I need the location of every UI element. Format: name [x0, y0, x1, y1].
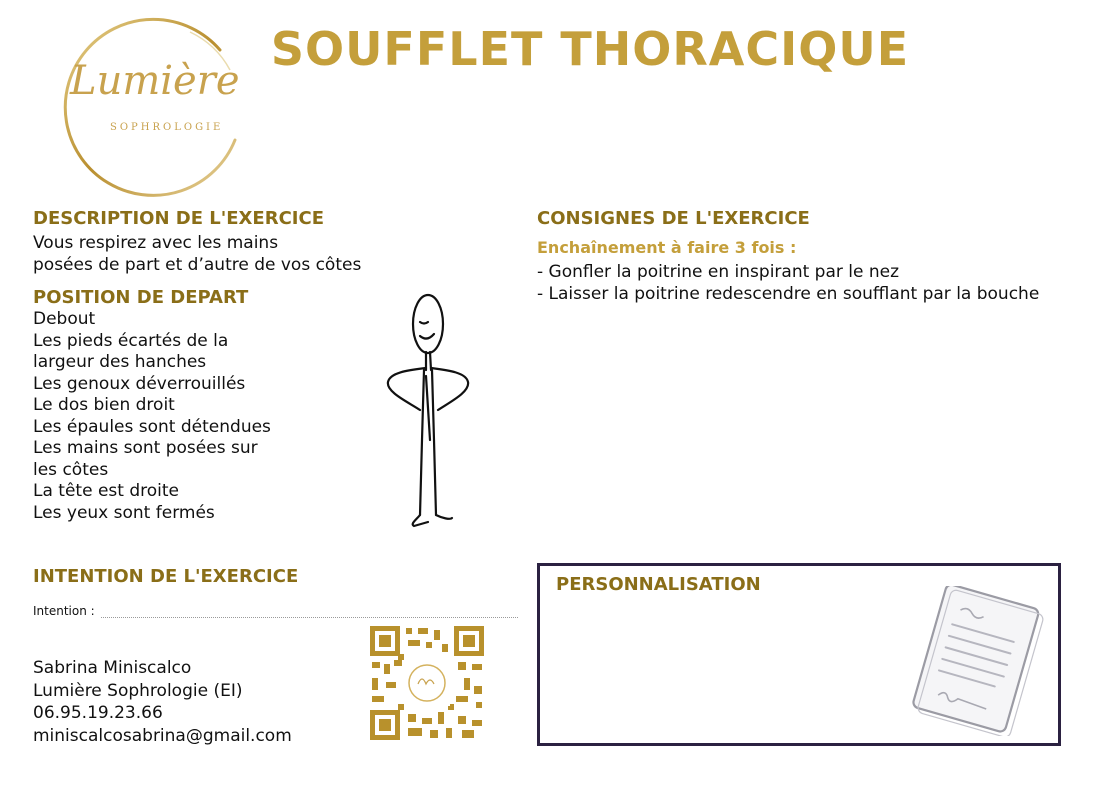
consignes-heading: CONSIGNES DE L'EXERCICE: [537, 208, 810, 229]
position-line: Le dos bien droit: [33, 395, 175, 415]
position-list: [33, 309, 271, 524]
description-line: posées de part et d’autre de vos côtes: [33, 254, 362, 275]
intention-heading: INTENTION DE L'EXERCICE: [33, 566, 299, 587]
intention-label: Intention :: [33, 604, 95, 618]
consignes-list: [537, 262, 1039, 305]
logo: [30, 10, 260, 200]
intention-dotted-line[interactable]: [101, 605, 518, 618]
contact-company: Lumière Sophrologie (EI): [33, 680, 243, 701]
contact-phone: 06.95.19.23.66: [33, 703, 163, 723]
position-line: Debout: [33, 309, 96, 329]
position-line: Les pieds écartés de la: [33, 330, 229, 351]
logo-subtitle: SOPHROLOGIE: [110, 122, 224, 133]
position-line: Les mains sont posées sur: [33, 438, 258, 458]
position-line: les côtes: [33, 459, 109, 480]
description-heading: DESCRIPTION DE L'EXERCICE: [33, 208, 324, 229]
contact-name: Sabrina Miniscalco: [33, 658, 192, 678]
stick-figure-illustration: [380, 290, 480, 535]
position-line: Les yeux sont fermés: [33, 502, 215, 523]
qr-code[interactable]: [368, 624, 486, 742]
contact-email: miniscalcosabrina@gmail.com: [33, 725, 292, 746]
consignes-subheading: Enchaînement à faire 3 fois :: [537, 238, 797, 257]
logo-ring: [30, 10, 260, 200]
page-title: SOUFFLET THORACIQUE: [270, 22, 910, 76]
position-line: La tête est droite: [33, 481, 179, 501]
logo-script-text: Lumière: [70, 58, 240, 104]
position-heading: POSITION DE DEPART: [33, 287, 249, 308]
position-line: largeur des hanches: [33, 352, 207, 372]
document-icon: [895, 586, 1055, 736]
contact-block: [33, 657, 292, 747]
intention-field[interactable]: [33, 604, 518, 618]
description-line: Vous respirez avec les mains: [33, 233, 279, 253]
consigne-line: - Laisser la poitrine redescendre en soufflant par la bouche: [537, 283, 1040, 304]
description-text: [33, 233, 361, 276]
consigne-line: - Gonfler la poitrine en inspirant par le nez: [537, 262, 900, 282]
personnalisation-heading: PERSONNALISATION: [556, 574, 761, 595]
position-line: Les genoux déverrouillés: [33, 373, 246, 394]
position-line: Les épaules sont détendues: [33, 416, 271, 437]
